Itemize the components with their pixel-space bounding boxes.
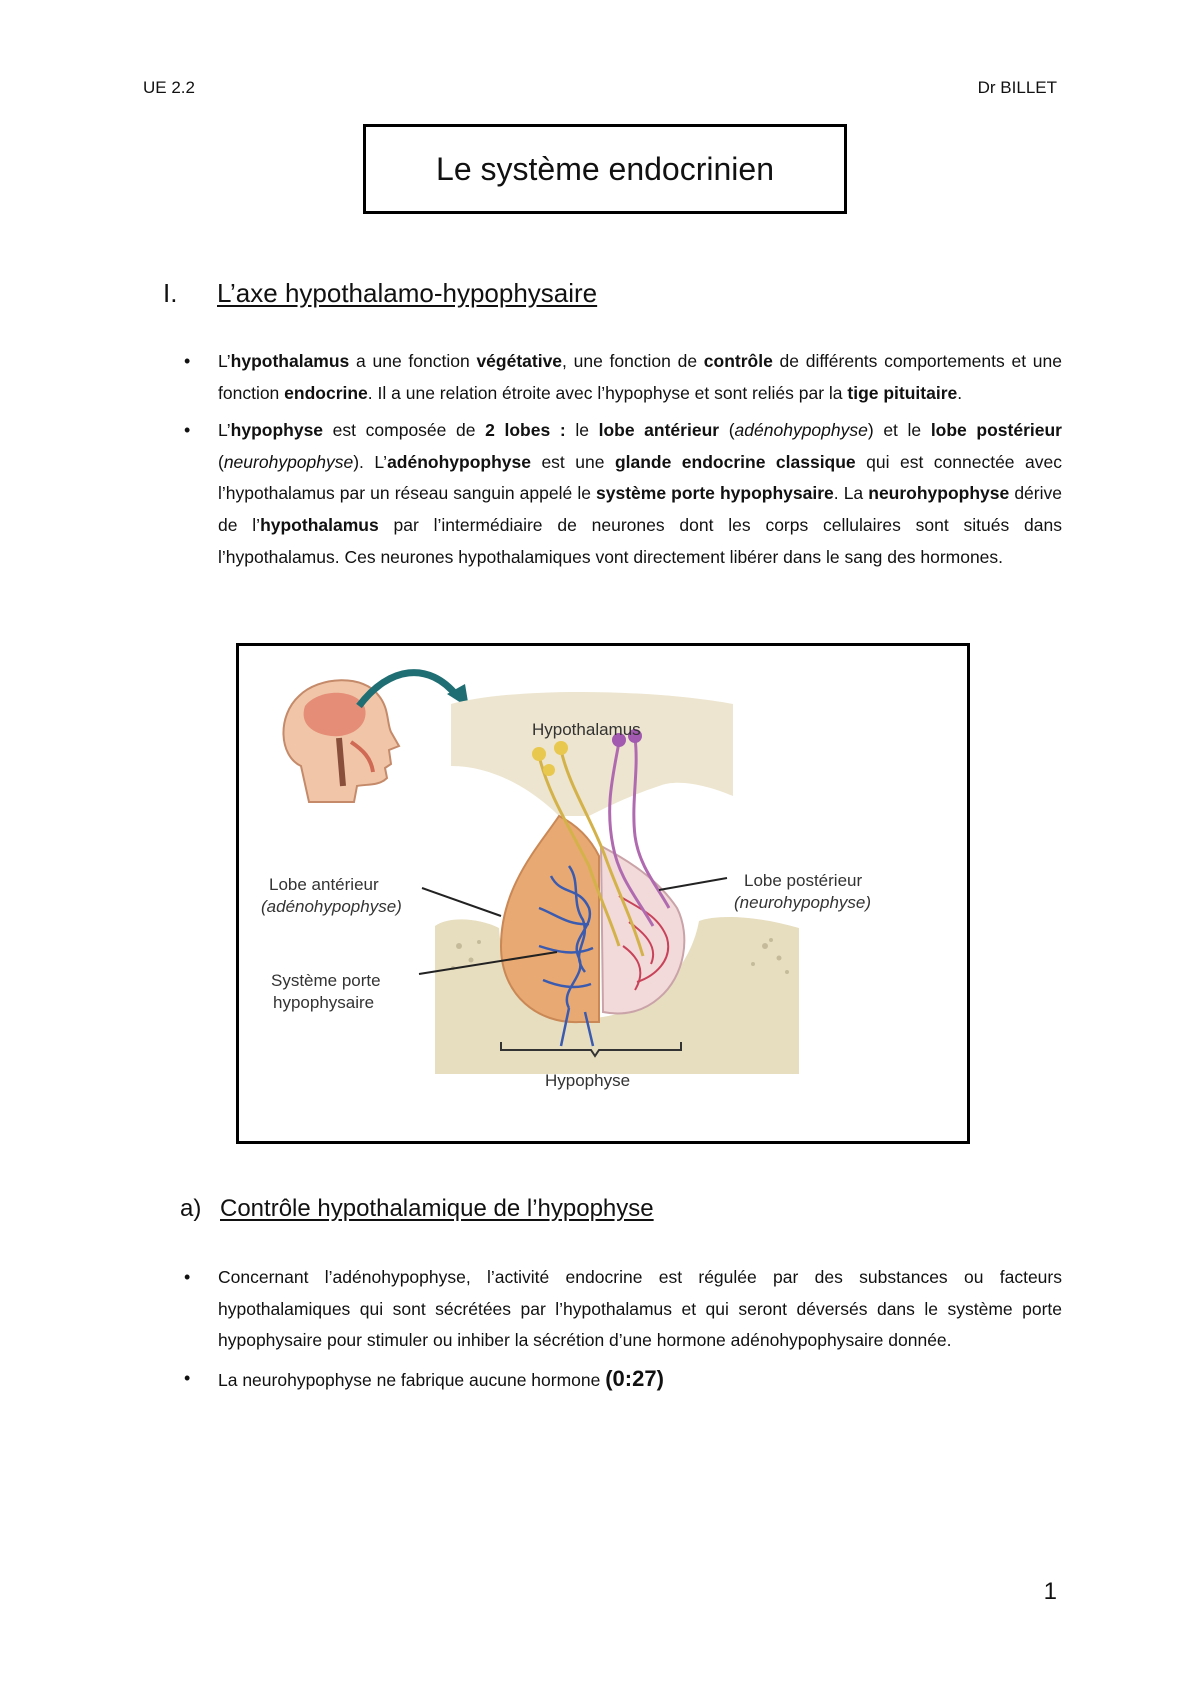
document-title-box (363, 124, 847, 214)
label-portal-system: Système porte (271, 971, 381, 990)
label-hypophyse: Hypophyse (545, 1071, 631, 1090)
section-2-bullets (184, 1262, 1062, 1396)
section-heading-1 (163, 278, 597, 309)
section-title: L’axe hypothalamo-hypophysaire (217, 278, 598, 308)
label-portal-system-sub: hypophysaire (273, 993, 375, 1012)
label-hypothalamus: Hypothalamus (532, 720, 641, 739)
subsection-title: Contrôle hypothalamique de l’hypophyse (220, 1195, 654, 1222)
label-anterior-lobe: Lobe antérieur (269, 875, 379, 894)
bullet-adenohypophyse-control: • Concernant l’adénohypophyse, l’activité endocrine est régulée par des substances ou facteurs hypothalamiques qui sont sécrétées par l’hypothalamus et qui seront déversés dans le système porte hypophysaire pour stimuler ou inhiber la sécrétion d’une hormone adénohypophysaire donnée. (184, 1262, 1062, 1357)
label-anterior-lobe-sub: (adénohypophyse) (261, 897, 402, 916)
anterior-lobe-shape (501, 816, 599, 1022)
hypothalamus-shape (451, 692, 733, 816)
bullet-hypothalamus: • L’hypothalamus a une fonction végétative, une fonction de contrôle de différents comportements et une fonction endocrine. Il a une relation étroite avec l’hypophyse et sont reliés par la tige pituitaire. (184, 346, 1062, 409)
label-posterior-lobe-sub: (neurohypophyse) (734, 893, 872, 912)
section-1-bullets (184, 346, 1062, 573)
timestamp: (0:27) (605, 1365, 664, 1391)
page-number: 1 (1043, 1578, 1057, 1605)
section-number: I. (163, 278, 178, 308)
head-profile-image (283, 680, 399, 802)
label-posterior-lobe: Lobe postérieur (744, 871, 863, 890)
header-author: Dr BILLET (977, 78, 1057, 97)
subsection-number: a) (180, 1195, 202, 1222)
document-title: Le système endocrinien (436, 150, 774, 187)
pituitary-illustration (236, 643, 970, 1144)
bullet-neurohypophyse: • La neurohypophyse ne fabrique aucune hormone (0:27) (184, 1363, 1062, 1397)
header-course: UE 2.2 (143, 78, 195, 97)
bullet-hypophyse: • L’hypophyse est composée de 2 lobes : le lobe antérieur (adénohypophyse) et le lobe postérieur (neurohypophyse). L’adénohypophyse est une glande endocrine classique qui est connectée avec l’hypothalamus par un réseau sanguin appelé le système porte hypophysaire. La neurohypophyse dérive de l’hypothalamus par l’intermédiaire de neurones dont les corps cellulaires sont situés dans l’hypothalamus. Ces neurones hypothalamiques vont directement libérer dans le sang des hormones. (184, 415, 1062, 573)
section-heading-2 (180, 1195, 654, 1223)
